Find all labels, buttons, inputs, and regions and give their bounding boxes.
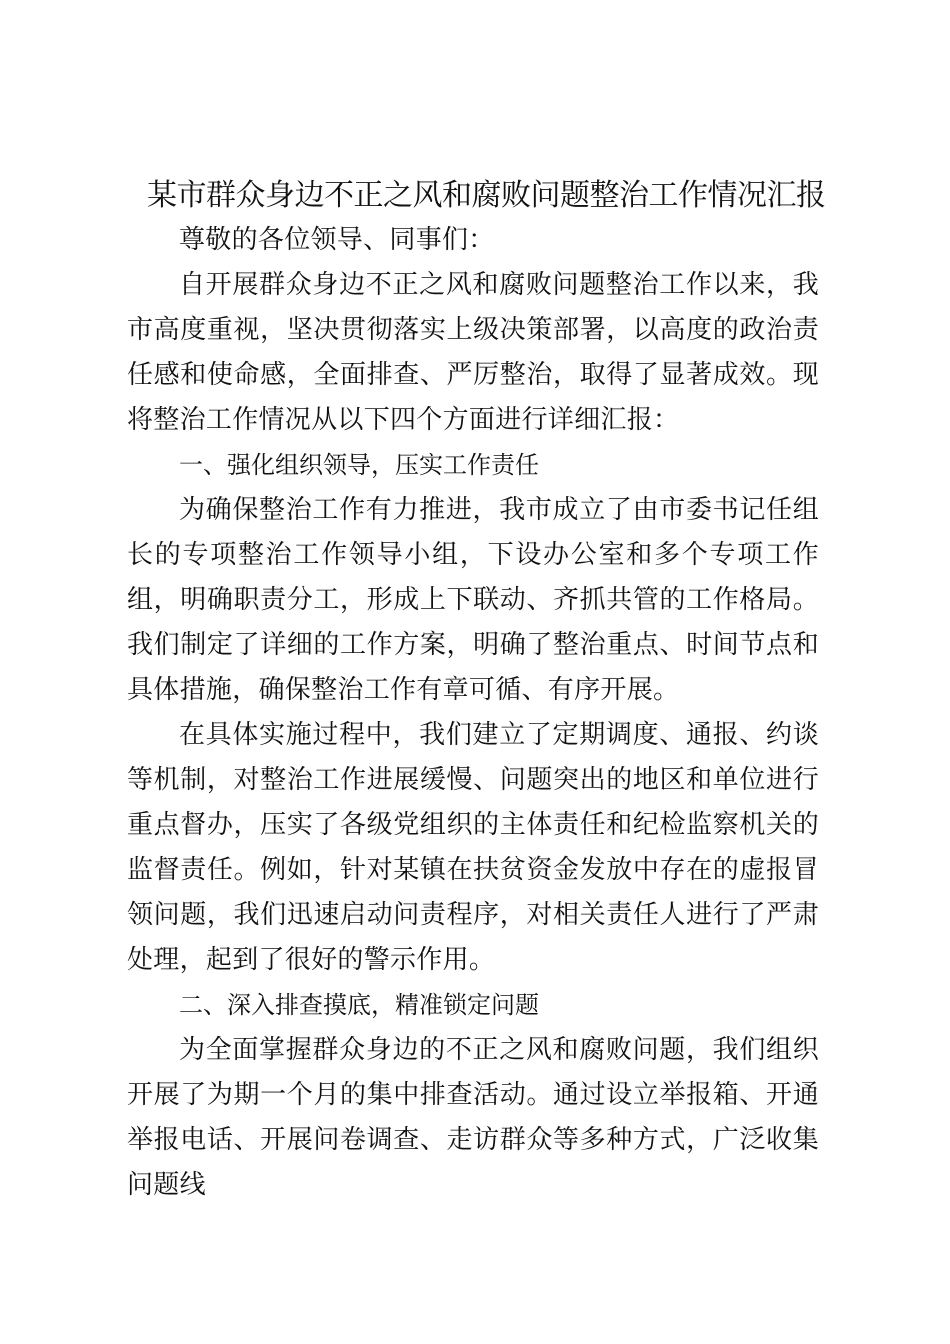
section-1-paragraph-2: 在具体实施过程中，我们建立了定期调度、通报、约谈等机制，对整治工作进展缓慢、问题突出的地区和单位进行重点督办，压实了各级党组织的主体责任和纪检监察机关的监督责任。例如，针对某镇在扶贫资金发放中存在的虚报冒领问题，我们迅速启动问责程序，对相关责任人进行了严肃处理，起到了很好的警示作用。 [127,720,819,975]
intro-paragraph: 自开展群众身边不正之风和腐败问题整治工作以来，我市高度重视，坚决贯彻落实上级决策部署，以高度的政治责任感和使命感，全面排查、严厉整治，取得了显著成效。现将整治工作情况从以下四个方面进行详细汇报： [127,270,819,435]
section-2-paragraph-1: 为全面掌握群众身边的不正之风和腐败问题，我们组织开展了为期一个月的集中排查活动。通过设立举报箱、开通举报电话、开展问卷调查、走访群众等多种方式，广泛收集问题线 [127,1035,819,1200]
section-1-paragraph-1: 为确保整治工作有力推进，我市成立了由市委书记任组长的专项整治工作领导小组，下设办公室和多个专项工作组，明确职责分工，形成上下联动、齐抓共管的工作格局。我们制定了详细的工作方案，明确了整治重点、时间节点和具体措施，确保整治工作有章可循、有序开展。 [127,495,819,705]
document-title: 某市群众身边不正之风和腐败问题整治工作情况汇报 [147,178,826,213]
section-heading-2: 二、深入排查摸底，精准锁定问题 [179,991,539,1019]
document-body [127,174,826,1208]
section-heading-1: 一、强化组织领导，压实工作责任 [179,451,539,479]
salutation: 尊敬的各位领导、同事们： [179,225,495,255]
